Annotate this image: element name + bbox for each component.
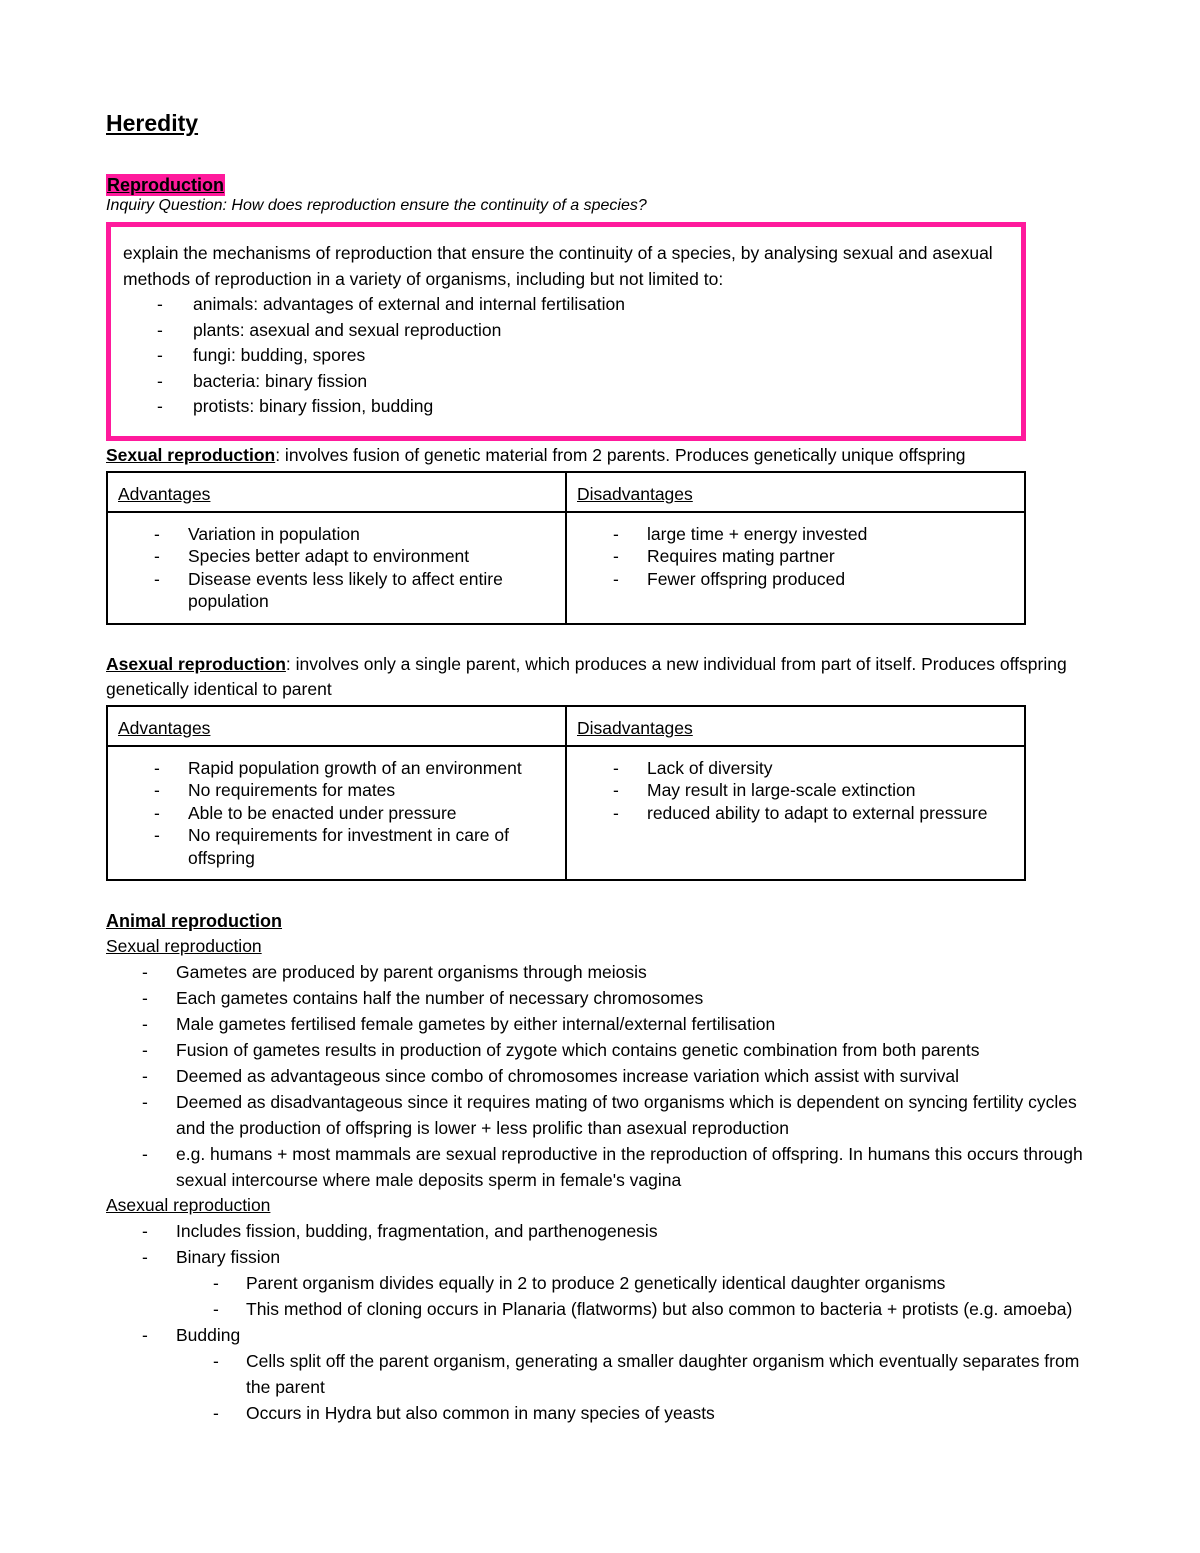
sexual-definition-text: : involves fusion of genetic material from 2 parents. Produces genetically unique offspring — [275, 444, 966, 465]
asexual-pros-cons-table — [106, 705, 1026, 882]
list-item-binary-fission — [106, 1244, 1106, 1322]
advantages-header: Advantages — [118, 717, 211, 738]
animal-asexual-list — [106, 1218, 1106, 1426]
sexual-definition — [106, 443, 1106, 468]
animal-reproduction-heading: Animal reproduction — [106, 911, 283, 931]
disadvantages-cell — [566, 746, 1025, 881]
list-item: - Parent organism divides equally in 2 to produce 2 genetically identical daughter organisms — [176, 1270, 1106, 1296]
list-item: - No requirements for mates — [118, 779, 555, 802]
list-item: - Male gametes fertilised female gametes by either internal/external fertilisation — [106, 1011, 1106, 1037]
table-header-cell — [107, 706, 566, 746]
list-item: - Gametes are produced by parent organisms through meiosis — [106, 959, 1106, 985]
outcome-list — [123, 292, 1009, 420]
list-item: - Rapid population growth of an environment — [118, 757, 555, 780]
list-item: - Requires mating partner — [577, 545, 1014, 568]
list-item: - large time + energy invested — [577, 523, 1014, 546]
advantages-cell — [107, 746, 566, 881]
inquiry-question: Inquiry Question: How does reproduction ensure the continuity of a species? — [106, 197, 647, 214]
advantages-header: Advantages — [118, 483, 211, 504]
list-item: - This method of cloning occurs in Planaria (flatworms) but also common to bacteria + protists (e.g. amoeba) — [176, 1296, 1106, 1322]
budding-label: Budding — [176, 1325, 241, 1345]
asexual-term: Asexual reproduction — [106, 653, 286, 674]
list-item: - No requirements for investment in care of offspring — [118, 824, 555, 869]
disadvantages-cell — [566, 512, 1025, 624]
outcome-intro: explain the mechanisms of reproduction that ensure the continuity of a species, by analysing sexual and asexual methods of reproduction in a variety of organisms, including but not limited to: — [123, 243, 993, 289]
outcome-item: - protists: binary fission, budding — [123, 394, 1009, 420]
asexual-definition — [106, 652, 1106, 702]
list-item: - reduced ability to adapt to external pressure — [577, 802, 1014, 825]
disadvantages-header: Disadvantages — [577, 717, 693, 738]
table-header-cell — [566, 472, 1025, 512]
animal-sexual-subheading: Sexual reproduction — [106, 936, 262, 956]
list-item: - Fusion of gametes results in production of zygote which contains genetic combination from both parents — [106, 1037, 1106, 1063]
table-header-cell — [107, 472, 566, 512]
disadvantages-header: Disadvantages — [577, 483, 693, 504]
sexual-term: Sexual reproduction — [106, 444, 276, 465]
outcome-item: - plants: asexual and sexual reproduction — [123, 318, 1009, 344]
outcome-item: - fungi: budding, spores — [123, 343, 1009, 369]
animal-sexual-list — [106, 959, 1106, 1193]
outcome-item: - bacteria: binary fission — [123, 369, 1009, 395]
list-item: - Able to be enacted under pressure — [118, 802, 555, 825]
document-page — [106, 108, 1106, 1426]
asexual-definition-text: : involves only a single parent, which produces a new individual from part of itself. Produces offspring genetically identical to parent — [106, 653, 1067, 699]
animal-asexual-subheading: Asexual reproduction — [106, 1195, 271, 1215]
list-item: - Lack of diversity — [577, 757, 1014, 780]
syllabus-outcome-box — [106, 222, 1026, 441]
list-item: - Species better adapt to environment — [118, 545, 555, 568]
list-item-budding — [106, 1322, 1106, 1426]
budding-list — [176, 1348, 1106, 1426]
list-item: - Deemed as advantageous since combo of chromosomes increase variation which assist with survival — [106, 1063, 1106, 1089]
list-item: - May result in large-scale extinction — [577, 779, 1014, 802]
binary-fission-list — [176, 1270, 1106, 1322]
list-item: - Fewer offspring produced — [577, 568, 1014, 591]
section-heading-reproduction: Reproduction — [107, 175, 224, 195]
list-item: - Variation in population — [118, 523, 555, 546]
outcome-item: - animals: advantages of external and internal fertilisation — [123, 292, 1009, 318]
list-item: - Occurs in Hydra but also common in many species of yeasts — [176, 1400, 1106, 1426]
list-item: - e.g. humans + most mammals are sexual reproductive in the reproduction of offspring. In humans this occurs through sexual intercourse where male deposits sperm in female's vagina — [106, 1141, 1106, 1193]
list-item: - Includes fission, budding, fragmentation, and parthenogenesis — [106, 1218, 1106, 1244]
list-item: - Each gametes contains half the number of necessary chromosomes — [106, 985, 1106, 1011]
list-item: - Disease events less likely to affect entire population — [118, 568, 555, 613]
binary-fission-label: Binary fission — [176, 1247, 281, 1267]
table-header-cell — [566, 706, 1025, 746]
document-title: Heredity — [106, 110, 199, 136]
list-item: - Deemed as disadvantageous since it requires mating of two organisms which is dependent on syncing fertility cycles and the production of offspring is lower + less prolific than asexual reproduction — [106, 1089, 1106, 1141]
advantages-cell — [107, 512, 566, 624]
sexual-pros-cons-table — [106, 471, 1026, 625]
list-item: - Cells split off the parent organism, generating a smaller daughter organism which eventually separates from the parent — [176, 1348, 1106, 1400]
